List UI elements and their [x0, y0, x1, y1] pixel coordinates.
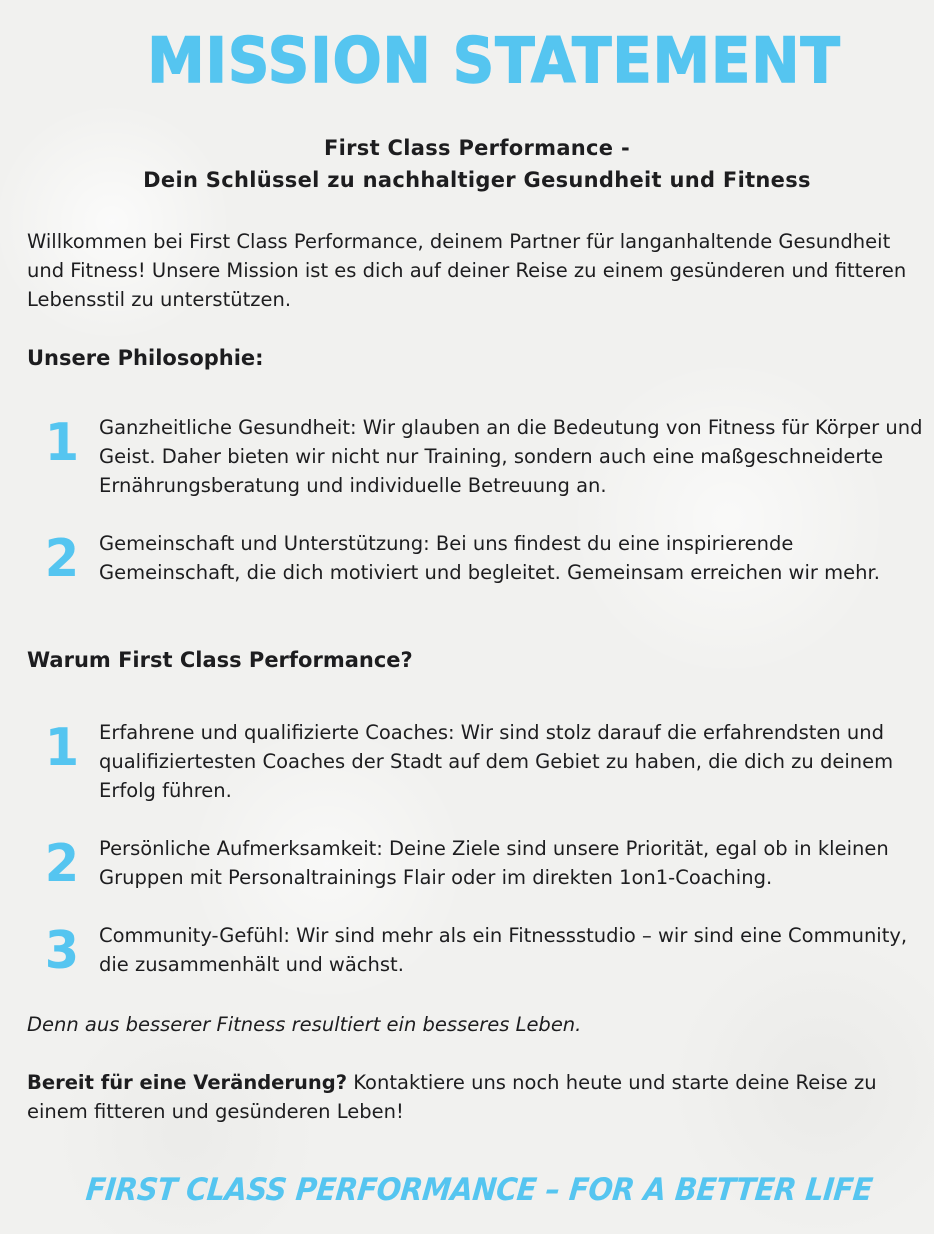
cta-text: Kontaktiere uns noch heute und starte deine Reise zu einem fitteren und gesünderen Leben!: [27, 1071, 877, 1123]
intro-paragraph: Willkommen bei First Class Performance, deinem Partner für langanhaltende Gesundheit und Fitness! Unsere Mission ist es dich auf deiner Reise zu einem gesünderen und fitteren Lebensstil zu unterstützen.: [27, 230, 907, 311]
item-text: [99, 921, 931, 979]
item-description: Deine Ziele sind unsere Priorität, egal ob in kleinen Gruppen mit Personaltrainings Flair oder im direkten 1on1-Coaching.: [99, 837, 889, 889]
item-label: Community-Gefühl:: [99, 924, 290, 947]
item-text: [99, 718, 931, 805]
call-to-action: [27, 1068, 907, 1126]
item-description: Bei uns findest du eine inspirierende Gemeinschaft, die dich motiviert und begleitet. Gemeinsam erreichen wir mehr.: [99, 532, 880, 584]
page-title: MISSION STATEMENT: [147, 24, 841, 97]
item-label: Gemeinschaft und Unterstützung:: [99, 532, 430, 555]
footer-slogan: FIRST CLASS PERFORMANCE – FOR A BETTER LIFE: [84, 1172, 874, 1208]
item-text: [99, 834, 931, 892]
philosophy-heading: Unsere Philosophie:: [27, 346, 264, 370]
item-number: 2: [44, 529, 80, 589]
item-number: 1: [44, 718, 80, 778]
item-text: [99, 413, 931, 500]
item-text: [99, 529, 931, 587]
item-number: 2: [44, 834, 80, 894]
item-label: Erfahrene und qualifizierte Coaches:: [99, 721, 455, 744]
item-number: 1: [44, 413, 80, 473]
subtitle-line-1: First Class Performance -: [324, 136, 630, 160]
item-number: 3: [44, 921, 80, 981]
cta-label: Bereit für eine Veränderung?: [27, 1071, 348, 1094]
why-heading: Warum First Class Performance?: [27, 648, 413, 672]
item-description: Wir glauben an die Bedeutung von Fitness für Körper und Geist. Daher bieten wir nicht nur Training, sondern auch eine maßgeschneiderte Ernährungsberatung und individuelle Betreuung an.: [99, 416, 923, 497]
item-description: Wir sind stolz darauf die erfahrendsten und qualifiziertesten Coaches der Stadt auf dem Gebiet zu haben, die dich zu deinem Erfolg führen.: [99, 721, 894, 802]
subtitle: [0, 132, 934, 196]
subtitle-line-2: Dein Schlüssel zu nachhaltiger Gesundheit und Fitness: [143, 168, 811, 192]
item-label: Persönliche Aufmerksamkeit:: [99, 837, 383, 860]
closing-statement: Denn aus besserer Fitness resultiert ein besseres Leben.: [27, 1013, 582, 1036]
item-description: Wir sind mehr als ein Fitnessstudio – wir sind eine Community, die zusammenhält und wächst.: [99, 924, 908, 976]
item-label: Ganzheitliche Gesundheit:: [99, 416, 357, 439]
